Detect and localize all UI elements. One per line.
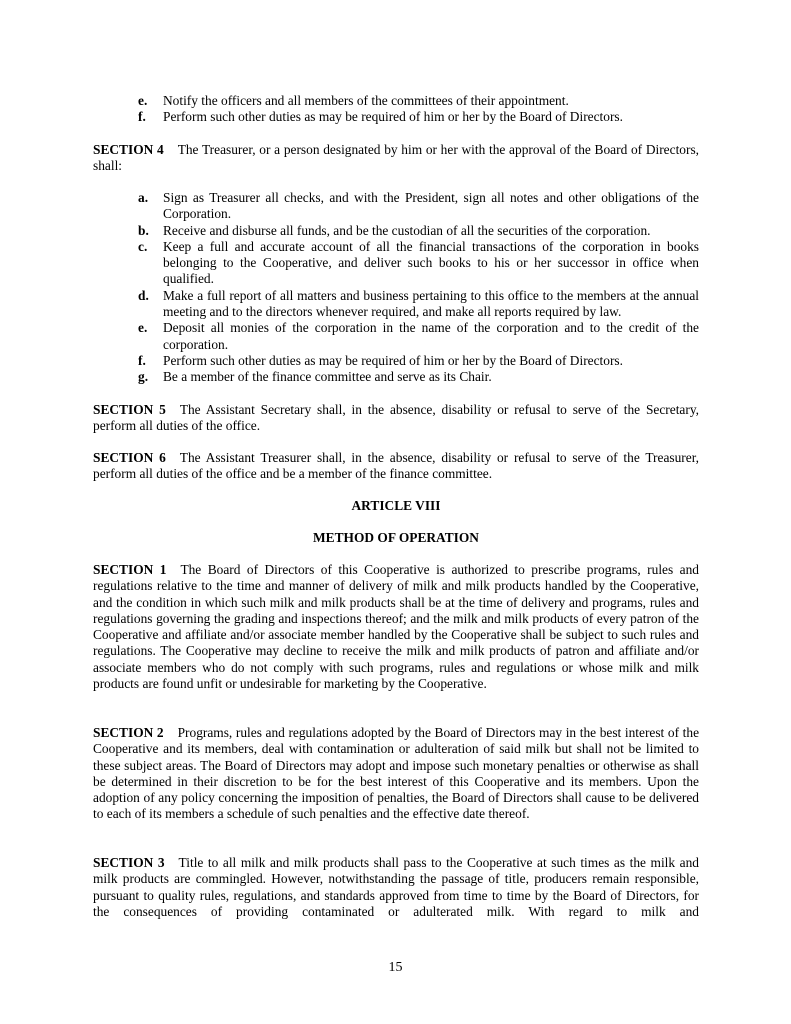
article-title: ARTICLE VIII <box>351 498 441 513</box>
section-heading: SECTION 4 <box>93 142 164 157</box>
section-heading: SECTION 2 <box>93 725 164 740</box>
article-section-3: SECTION 3 Title to all milk and milk products shall pass to the Cooperative at such times as the milk and milk products are commingled. However, notwithstanding the passage of title, producers remain responsible, pursuant to quality rules, regulations, and standards approved from time to time by the Board of Directors, for the consequences of providing contaminated or adulterated milk. With regard to milk and <box>93 855 699 919</box>
list-item: d. Make a full report of all matters and business pertaining to this office to the members at the annual meeting and to the directors whenever required, and make all reports required by law. <box>138 287 699 320</box>
section-heading: SECTION 1 <box>93 562 167 577</box>
section-heading: SECTION 3 <box>93 855 165 870</box>
list-item: g. Be a member of the finance committee and serve as its Chair. <box>138 369 492 385</box>
treasurer-duties-list <box>138 190 699 386</box>
article-subtitle: METHOD OF OPERATION <box>313 530 479 545</box>
section-6: SECTION 6 The Assistant Treasurer shall, in the absence, disability or refusal to serve of the Treasurer, perform all duties of the office and be a member of the finance committee. <box>93 450 699 482</box>
list-item: b. Receive and disburse all funds, and be the custodian of all the securities of the corporation. <box>138 222 651 238</box>
list-item: e. Notify the officers and all members of the committees of their appointment. <box>138 93 569 108</box>
article-section-1: SECTION 1 The Board of Directors of this Cooperative is authorized to prescribe programs, rules and regulations relative to the time and manner of delivery of milk and milk products handled by the Cooperative, and the condition in which such milk and milk products shall be at the time of delivery and programs, rules and regulations governing the grading and inspections thereof; and the milk and milk products of every patron of the Cooperative and affiliate and/or associate member handled by the Cooperative shall be subject to such rules and regulations. The Cooperative may decline to receive the milk and milk products of patron and affiliate and/or associate members who do not comply with such programs, rules and regulations or whose milk and milk products are found unfit or undesirable for marketing by the Cooperative. <box>93 562 699 692</box>
section-heading: SECTION 6 <box>93 450 166 465</box>
list-item: f. Perform such other duties as may be required of him or her by the Board of Directors. <box>138 109 623 125</box>
list-item: e. Deposit all monies of the corporation in the name of the corporation and to the credit of the corporation. <box>138 320 699 352</box>
list-item: c. Keep a full and accurate account of all the financial transactions of the corporation in books belonging to the Cooperative, and deliver such books to his or her successor in office when qualified. <box>138 238 699 287</box>
article-section-2: SECTION 2 Programs, rules and regulations adopted by the Board of Directors may in the best interest of the Cooperative and its members, deal with contamination or adulteration of said milk but shall not be limited to these subject areas. The Board of Directors may adopt and impose such monetary penalties or otherwise as shall be determined in their discretion to be for the best interest of this Cooperative and its members. Upon the adoption of any policy concerning the imposition of penalties, the Board of Directors shall cause to be delivered to each of its members a schedule of such penalties and the effective date thereof. <box>93 725 700 822</box>
page-number: 15 <box>388 960 403 975</box>
list-item: a. Sign as Treasurer all checks, and with the President, sign all notes and other obligations of the Corporation. <box>138 190 699 222</box>
list-item: f. Perform such other duties as may be required of him or her by the Board of Directors. <box>138 352 623 368</box>
section-4: SECTION 4 The Treasurer, or a person designated by him or her with the approval of the Board of Directors, shall: <box>93 142 699 174</box>
section-heading: SECTION 5 <box>93 402 166 417</box>
section-5: SECTION 5 The Assistant Secretary shall, in the absence, disability or refusal to serve of the Secretary, perform all duties of the office. <box>93 402 699 434</box>
officer-duties-list <box>138 93 699 126</box>
